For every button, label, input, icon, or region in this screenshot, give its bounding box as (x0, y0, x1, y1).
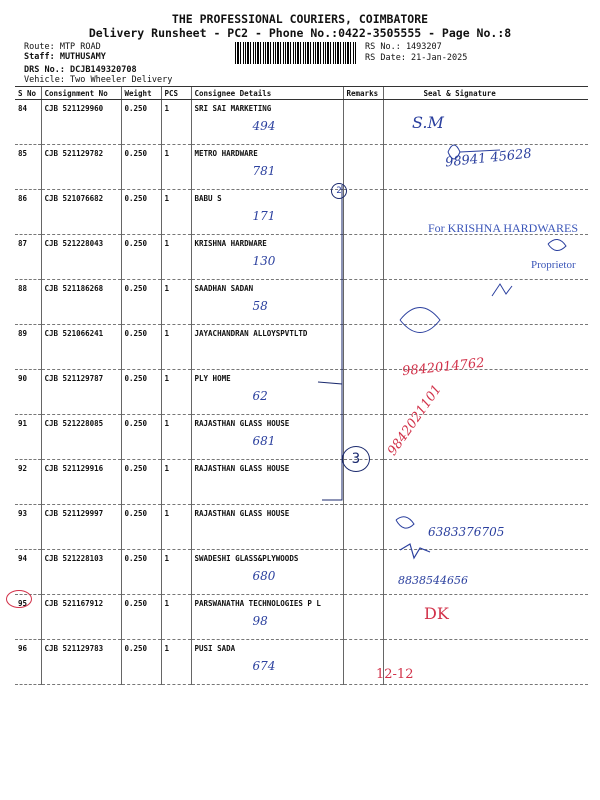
cell-weight-text: 0.250 (124, 644, 148, 653)
vehicle-label: Vehicle: Two Wheeler Delivery (24, 75, 173, 85)
cell-consignment-no-text: CJB 521066241 (44, 329, 104, 338)
signature-94: 6383376705 (428, 525, 505, 539)
cell-consignment-no-text: CJB 521129783 (44, 644, 104, 653)
handwritten-code: 171 (252, 209, 276, 223)
cell-consignee-text: SWADESHI GLASS&PLYWOODS (194, 554, 299, 563)
cell-pcs-text: 1 (164, 104, 170, 113)
cell-consignment-no-text: CJB 521228043 (44, 239, 104, 248)
cell-consignment-no-text: CJB 521129787 (44, 374, 104, 383)
col-consignment: Consignment No (41, 87, 121, 100)
cell-weight-text: 0.250 (124, 509, 148, 518)
signature-85: 98941 45628 (444, 146, 533, 171)
cell-weight-text: 0.250 (124, 374, 148, 383)
cell-pcs-text: 1 (164, 644, 170, 653)
rs-date: RS Date: 21-Jan-2025 (365, 53, 468, 63)
cell-consignee-text: METRO HARDWARE (194, 149, 258, 158)
cell-sno-text: 94 (18, 554, 28, 563)
handwritten-code: 674 (252, 659, 276, 673)
col-pcs: PCS (161, 87, 191, 100)
col-consignee: Consignee Details (191, 87, 343, 100)
stamp-87-proprietor: Proprietor (531, 259, 576, 271)
handwritten-code: 98 (252, 614, 268, 628)
staff-label: Staff: MUTHUSAMY (24, 52, 106, 62)
cell-weight-text: 0.250 (124, 149, 148, 158)
cell-pcs-text: 1 (164, 239, 170, 248)
runsheet-subtitle: Delivery Runsheet - PC2 - Phone No.:0422-3505555 - Page No.:8 (88, 26, 512, 40)
handwritten-code: 62 (252, 389, 268, 403)
handwritten-code: 58 (252, 299, 268, 313)
cell-consignee-text: PLY HOME (194, 374, 231, 383)
cell-consignment-no-text: CJB 521186268 (44, 284, 104, 293)
signature-92: 9842021101 (385, 382, 445, 459)
cell-consignee-text: SAADHAN SADAN (194, 284, 254, 293)
signature-95: 8838544656 (398, 574, 468, 587)
cell-pcs-text: 1 (164, 149, 170, 158)
handwritten-code: 130 (252, 254, 276, 268)
cell-consignment-no-text: CJB 521129997 (44, 509, 104, 518)
handwritten-code: 494 (252, 119, 276, 133)
cell-sno-text: 91 (18, 419, 28, 428)
cell-sno-text: 95 (18, 599, 28, 608)
cell-consignment-no-text: CJB 521167912 (44, 599, 104, 608)
route-label: Route: MTP ROAD (24, 42, 101, 52)
cell-weight-text: 0.250 (124, 329, 148, 338)
cell-sno-text: 89 (18, 329, 28, 338)
cell-consignment-no-text: CJB 521129960 (44, 104, 104, 113)
cell-consignment-no-text: CJB 521129782 (44, 149, 104, 158)
cell-pcs-text: 1 (164, 374, 170, 383)
cell-consignee-text: RAJASTHAN GLASS HOUSE (194, 419, 290, 428)
cell-consignment-no-text: CJB 521228085 (44, 419, 104, 428)
cell-sno-text: 92 (18, 464, 28, 473)
cell-sno-text: 96 (18, 644, 28, 653)
col-signature: Seal & Signature (383, 87, 588, 100)
cell-sno-text: 86 (18, 194, 28, 203)
cell-consignee-text: SRI SAI MARKETING (194, 104, 272, 113)
cell-pcs-text: 1 (164, 284, 170, 293)
col-sno: S No (15, 87, 41, 100)
cell-pcs-text: 1 (164, 329, 170, 338)
signature-90: 9842014762 (401, 355, 486, 380)
handwritten-code: 680 (252, 569, 276, 583)
cell-pcs-text: 1 (164, 509, 170, 518)
handwritten-code: 681 (252, 434, 276, 448)
footer-note: 12-12 (376, 667, 414, 682)
rs-number: RS No.: 1493207 (365, 42, 442, 52)
cell-consignee-text: PARSWANATHA TECHNOLOGIES P L (194, 599, 321, 608)
signature-84: S.M (412, 113, 444, 132)
cell-sno-text: 88 (18, 284, 28, 293)
company-title: THE PROFESSIONAL COURIERS, COIMBATORE (171, 12, 429, 26)
cell-weight-text: 0.250 (124, 194, 148, 203)
cell-sno-text: 90 (18, 374, 28, 383)
cell-pcs-text: 1 (164, 419, 170, 428)
signature-96: DK (424, 604, 449, 623)
cell-pcs-text: 1 (164, 194, 170, 203)
cell-consignee-text: BABU S (194, 194, 222, 203)
cell-consignment-no-text: CJB 521129916 (44, 464, 104, 473)
circle-mark-86-text: 2 (336, 186, 342, 196)
cell-weight-text: 0.250 (124, 464, 148, 473)
cell-sno-text: 85 (18, 149, 28, 158)
cell-consignee-text: JAYACHANDRAN ALLOYSPVTLTD (194, 329, 308, 338)
cell-consignee-text: KRISHNA HARDWARE (194, 239, 267, 248)
cell-consignee-text: RAJASTHAN GLASS HOUSE (194, 509, 290, 518)
cell-weight-text: 0.250 (124, 104, 148, 113)
drs-number: DRS No.: DCJB149320708 (24, 65, 137, 75)
col-weight: Weight (121, 87, 161, 100)
cell-weight-text: 0.250 (124, 554, 148, 563)
cell-sno-text: 87 (18, 239, 28, 248)
cell-weight-text: 0.250 (124, 239, 148, 248)
cell-weight-text: 0.250 (124, 284, 148, 293)
cell-consignee-text: RAJASTHAN GLASS HOUSE (194, 464, 290, 473)
stamp-87: For KRISHNA HARDWARES (428, 221, 579, 235)
cell-pcs-text: 1 (164, 554, 170, 563)
col-remarks: Remarks (343, 87, 383, 100)
cell-weight-text: 0.250 (124, 599, 148, 608)
handwritten-code: 781 (252, 164, 276, 178)
cell-pcs-text: 1 (164, 464, 170, 473)
cell-consignment-no-text: CJB 521076682 (44, 194, 104, 203)
cell-sno-text: 93 (18, 509, 28, 518)
circle-mark-93-text: 3 (351, 451, 361, 467)
cell-pcs-text: 1 (164, 599, 170, 608)
cell-weight-text: 0.250 (124, 419, 148, 428)
cell-consignment-no-text: CJB 521228103 (44, 554, 104, 563)
cell-sno-text: 84 (18, 104, 28, 113)
cell-consignee-text: PUSI SADA (194, 644, 236, 653)
